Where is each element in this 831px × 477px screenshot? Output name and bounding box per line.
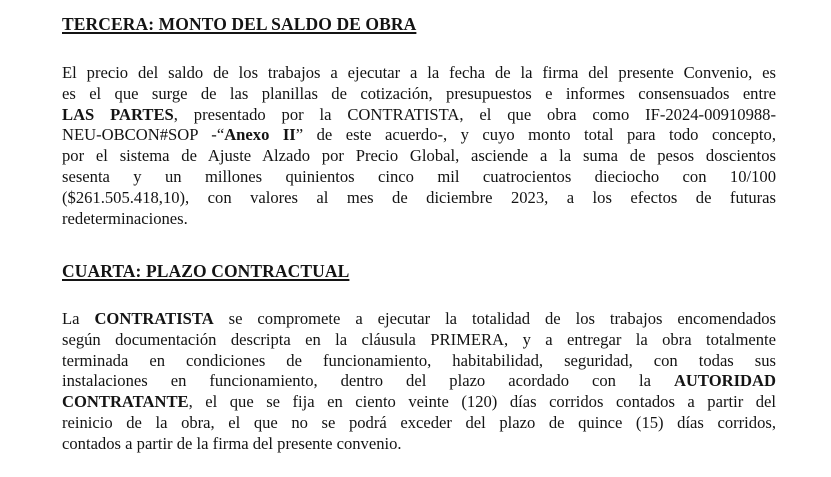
text-line: reinicio de la obra, el que no se podrá exceder del plazo de quince (15) días corridos, [62, 412, 776, 432]
text-line: terminada en condiciones de funcionamiento, habitabilidad, seguridad, con todas sus [62, 350, 776, 370]
text-line: por el sistema de Ajuste Alzado por Precio Global, asciende a la suma de pesos doscientos [62, 146, 776, 166]
clause-cuarta-text [62, 309, 776, 455]
bold-term-las-partes: LAS PARTES [62, 104, 174, 124]
clause-tercera-text [62, 63, 776, 229]
text-line: ($261.505.418,10), con valores al mes de diciembre 2023, a los efectos de futuras [62, 187, 776, 207]
bold-term-contratante: CONTRATANTE [62, 392, 189, 412]
text-line: instalaciones en funcionamiento, dentro del plazo acordado con la AUTORIDAD [62, 371, 776, 391]
text-line: CONTRATANTE, el que se fija en ciento veinte (120) días corridos contados a partir del [62, 392, 776, 412]
bold-term-autoridad: AUTORIDAD [673, 371, 776, 391]
text-line: redeterminaciones. [62, 208, 188, 228]
text-line: contados a partir de la firma del presente convenio. [62, 433, 402, 453]
clause-tercera-heading: TERCERA: MONTO DEL SALDO DE OBRA [62, 14, 417, 34]
text-line: La CONTRATISTA se compromete a ejecutar la totalidad de los trabajos encomendados [62, 309, 776, 328]
text-line: sesenta y un millones quinientos cinco mil cuatrocientos dieciocho con 10/100 [62, 166, 776, 186]
bold-term-contratista: CONTRATISTA [94, 309, 214, 328]
text-line: El precio del saldo de los trabajos a ejecutar a la fecha de la firma del presente Convenio, es [62, 63, 776, 82]
clause-cuarta-heading: CUARTA: PLAZO CONTRACTUAL [62, 261, 350, 281]
text-line: LAS PARTES, presentado por la CONTRATISTA, el que obra como IF-2024-00910988- [62, 104, 776, 124]
text-line: es el que surge de las planillas de cotización, presupuestos e informes consensuados entre [62, 83, 776, 103]
text-line: según documentación descripta en la cláusula PRIMERA, y a entregar la obra totalmente [62, 329, 776, 349]
bold-term-anexo: Anexo II [224, 125, 296, 145]
text-line: NEU-OBCON#SOP -“Anexo II” de este acuerdo-, y cuyo monto total para todo concepto, [62, 125, 776, 145]
